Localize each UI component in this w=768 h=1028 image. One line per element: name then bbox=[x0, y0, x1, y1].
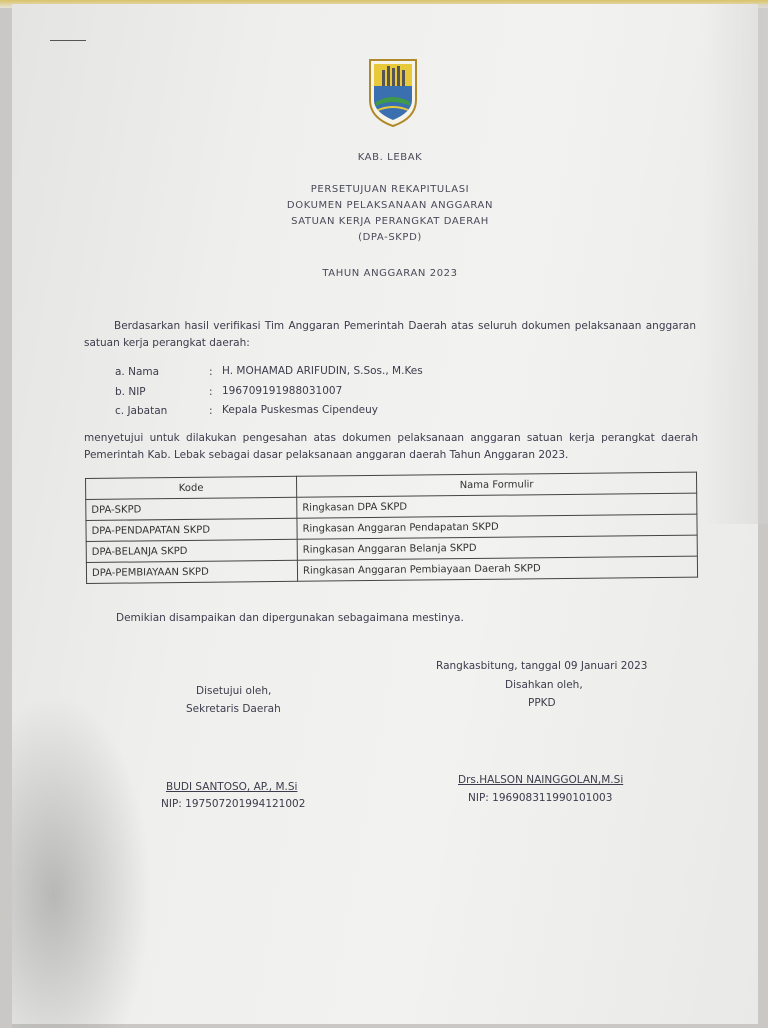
header-nama-formulir: Nama Formulir bbox=[296, 472, 696, 497]
left-signatory-nip: NIP: 197507201994121002 bbox=[161, 798, 306, 810]
right-approval-line: Disahkan oleh, bbox=[505, 679, 583, 691]
forms-table bbox=[85, 472, 698, 584]
approval-paragraph: menyetujui untuk dilakukan pengesahan atas dokumen pelaksanaan anggaran satuan kerja perangkat daerah Pemerintah Kab. Lebak sebagai dasar pelaksanaan anggaran daerah Tahun Anggaran 2023. bbox=[84, 432, 698, 461]
table-cell-kode: DPA-PENDAPATAN SKPD bbox=[86, 518, 297, 541]
table-cell-formulir: Ringkasan Anggaran Pembiayaan Daerah SKPD bbox=[297, 556, 697, 581]
field-sep-jabatan: : bbox=[209, 405, 213, 417]
table-cell-kode: DPA-PEMBIAYAAN SKPD bbox=[86, 560, 297, 583]
table-cell-formulir: Ringkasan DPA SKPD bbox=[297, 493, 697, 518]
left-signatory-name: BUDI SANTOSO, AP., M.Si bbox=[166, 781, 298, 793]
header-kode: Kode bbox=[86, 476, 297, 499]
left-approval-line: Disetujui oleh, bbox=[196, 685, 272, 697]
table-cell-kode: DPA-SKPD bbox=[86, 497, 297, 520]
page-shadow-right bbox=[702, 4, 768, 524]
field-value-nama: H. MOHAMAD ARIFUDIN, S.Sos., M.Kes bbox=[222, 365, 423, 377]
title-line-3: SATUAN KERJA PERANGKAT DAERAH bbox=[291, 216, 489, 227]
field-label-jabatan: c. Jabatan bbox=[115, 405, 168, 417]
field-value-jabatan: Kepala Puskesmas Cipendeuy bbox=[222, 404, 379, 416]
intro-paragraph: Berdasarkan hasil verifikasi Tim Anggaran Pemerintah Daerah atas seluruh dokumen pelaksanaan anggaran satuan kerja perangkat daerah: bbox=[84, 320, 696, 349]
field-sep-nip: : bbox=[209, 386, 213, 398]
left-role: Sekretaris Daerah bbox=[186, 703, 281, 715]
title-line-2: DOKUMEN PELAKSANAAN ANGGARAN bbox=[286, 200, 494, 211]
table-cell-kode: DPA-BELANJA SKPD bbox=[86, 539, 297, 562]
place-date: Rangkasbitung, tanggal 09 Januari 2023 bbox=[436, 660, 648, 672]
page-shadow-left bbox=[12, 694, 152, 1028]
fiscal-year: TAHUN ANGGARAN 2023 bbox=[322, 268, 458, 279]
right-signatory-name: Drs.HALSON NAINGGOLAN,M.Si bbox=[458, 774, 624, 786]
table-cell-formulir: Ringkasan Anggaran Belanja SKPD bbox=[297, 535, 697, 560]
closing-statement: Demikian disampaikan dan dipergunakan sebagaimana mestinya. bbox=[116, 612, 464, 624]
title-line-4: (DPA-SKPD) bbox=[358, 232, 422, 243]
field-label-nama: a. Nama bbox=[115, 366, 160, 378]
right-signatory-nip: NIP: 196908311990101003 bbox=[468, 792, 613, 804]
pen-mark bbox=[50, 40, 86, 41]
field-value-nip: 196709191988031007 bbox=[222, 385, 343, 397]
title-line-1: PERSETUJUAN REKAPITULASI bbox=[310, 184, 470, 195]
field-label-nip: b. NIP bbox=[115, 386, 146, 398]
field-sep-nama: : bbox=[209, 366, 213, 378]
kabupaten-lebak-emblem bbox=[366, 56, 420, 128]
right-role: PPKD bbox=[528, 697, 556, 709]
table-cell-formulir: Ringkasan Anggaran Pendapatan SKPD bbox=[297, 514, 697, 539]
region-name: KAB. LEBAK bbox=[357, 152, 423, 163]
